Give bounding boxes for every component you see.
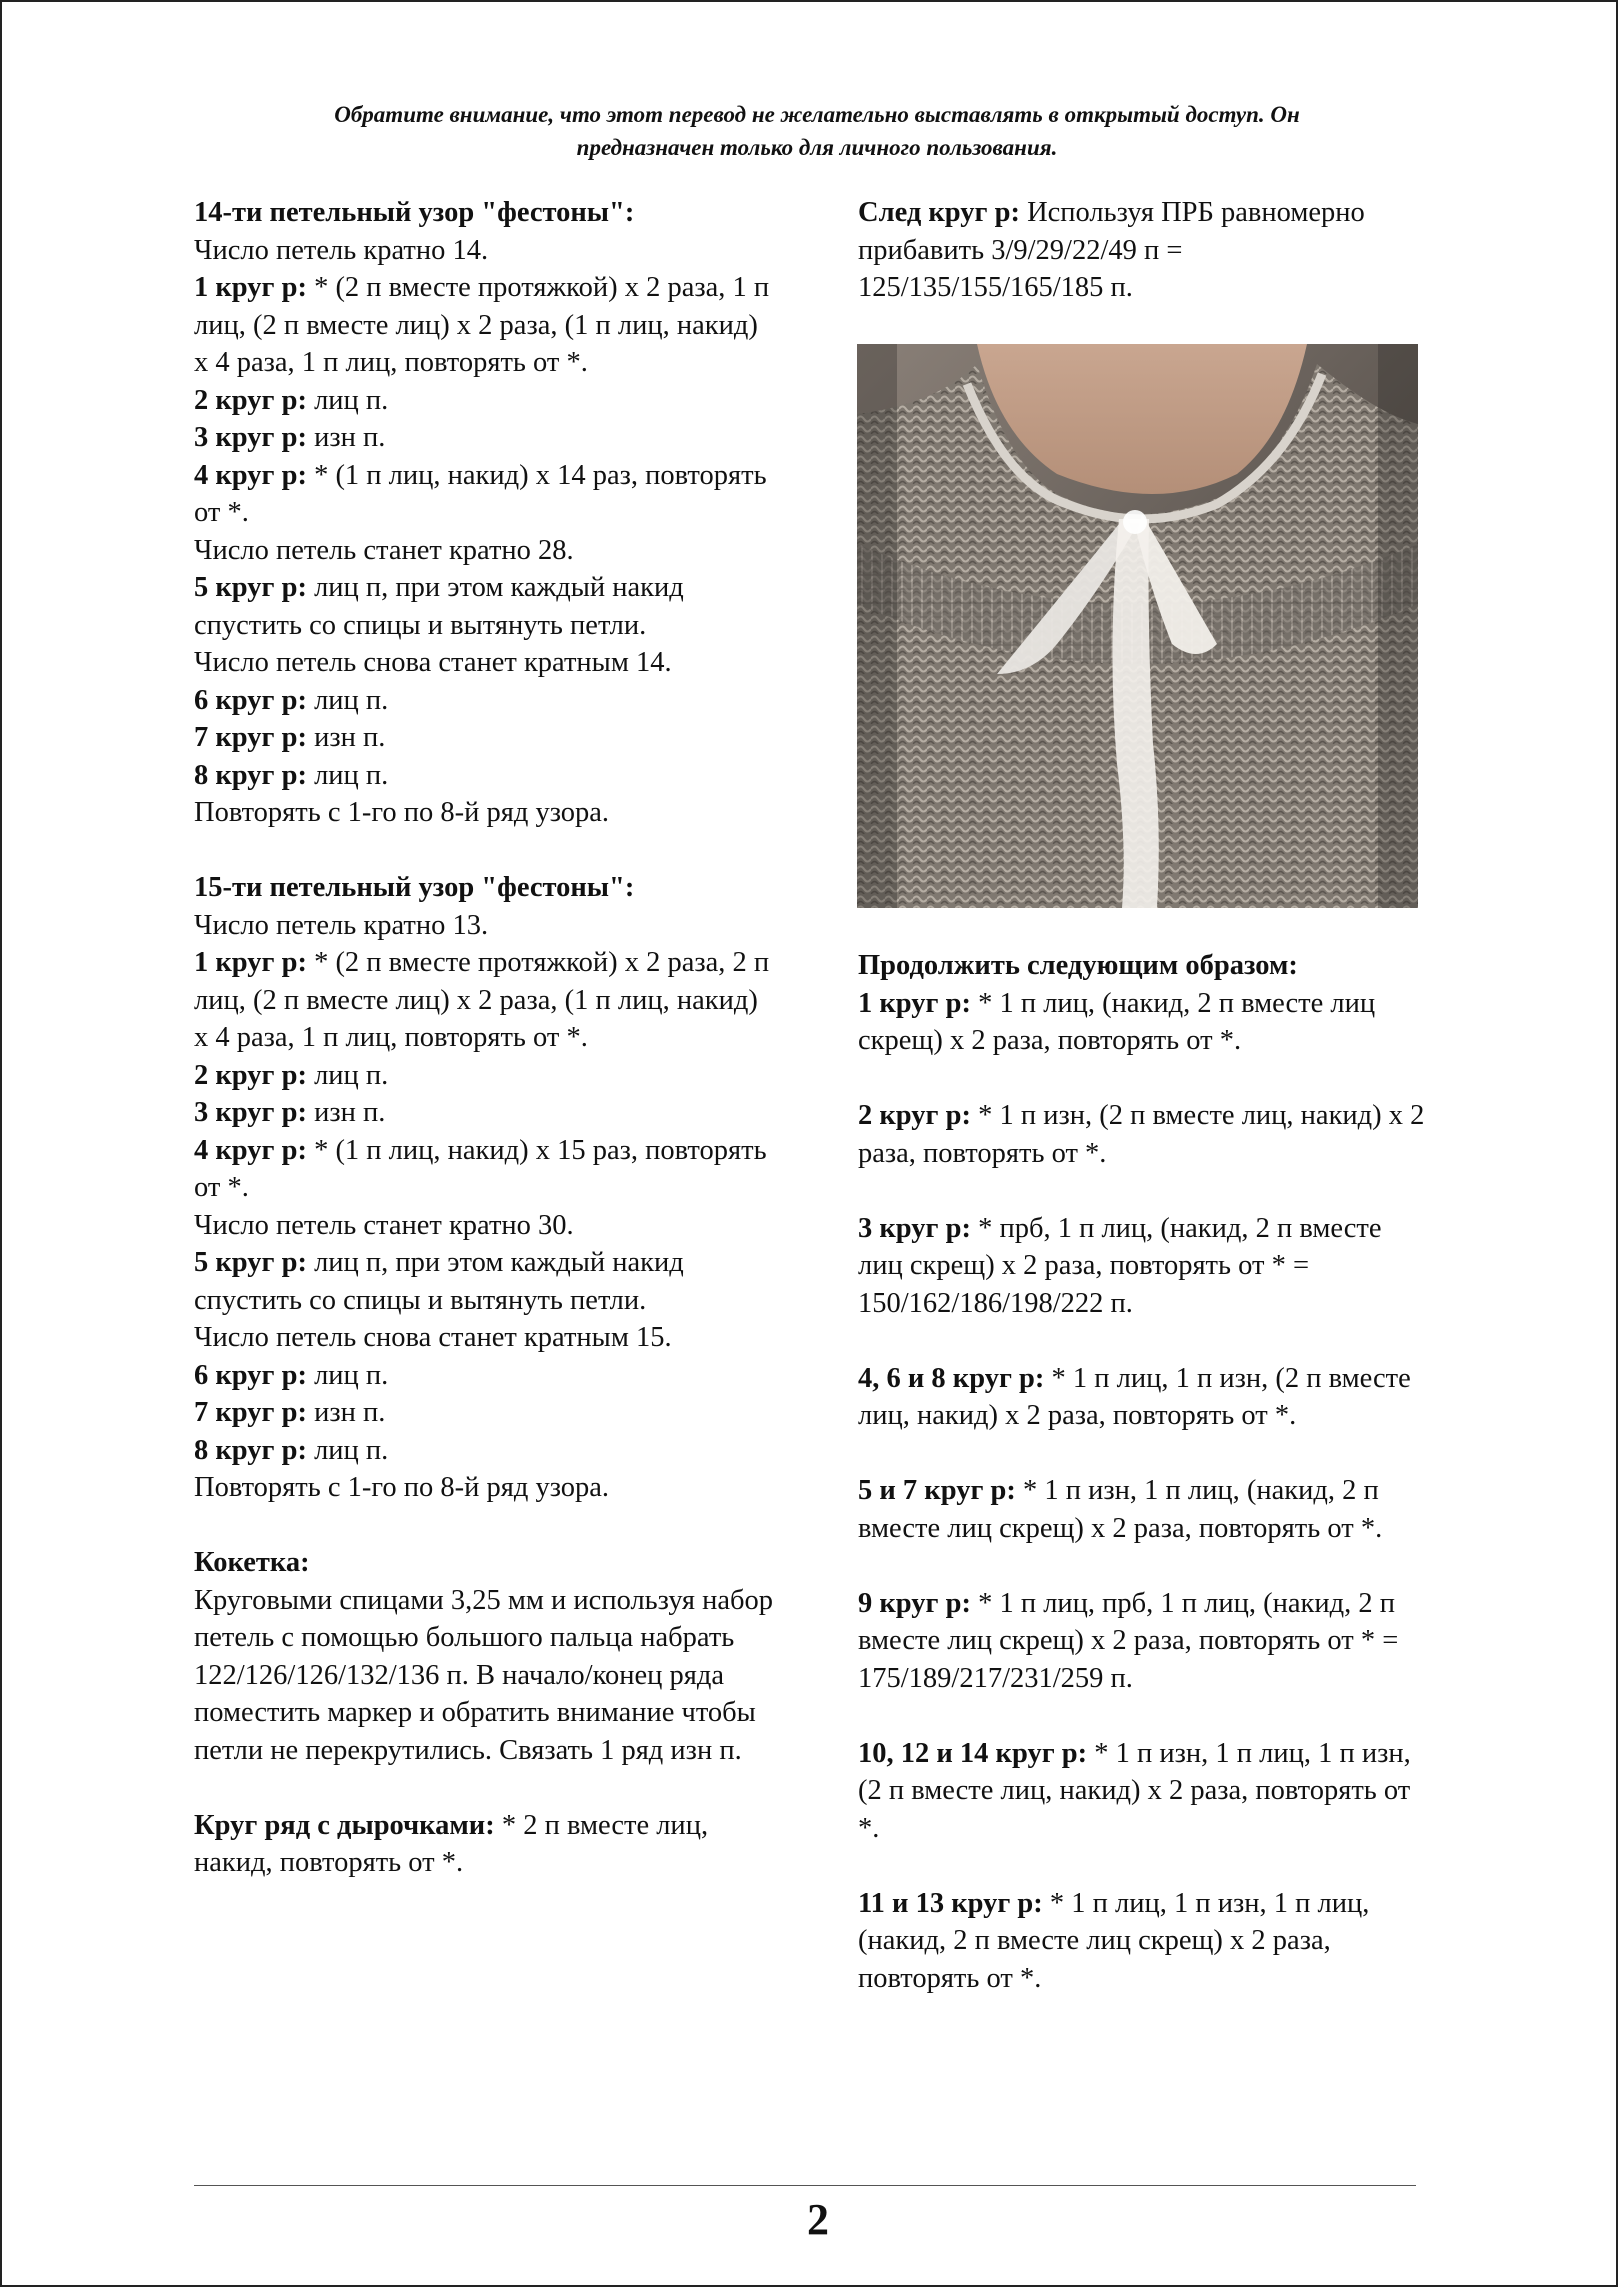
- row-instruction: 2 круг р: * 1 п изн, (2 п вместе лиц, накид) х 2 раза, повторять от *.: [858, 1100, 1425, 1169]
- right-column-instructions: [858, 947, 1428, 1997]
- section-title: 15-ти петельный узор "фестоны":: [194, 872, 635, 903]
- row-instruction: 5 круг р: лиц п, при этом каждый накид спустить со спицы и вытянуть петли.: [194, 1247, 684, 1316]
- row-instruction: 8 круг р: лиц п.: [194, 759, 389, 791]
- row-note: Число петель станет кратно 30.: [194, 1209, 574, 1241]
- row-instruction: 7 круг р: изн п.: [194, 722, 386, 753]
- row-instruction: 1 круг р: * 1 п лиц, (накид, 2 п вместе лиц скрещ) х 2 раза, повторять от *.: [858, 987, 1376, 1056]
- left-column: [194, 194, 774, 1882]
- row-instruction: 4 круг р: * (1 п лиц, накид) х 14 раз, повторять от *.: [194, 459, 767, 528]
- row-instruction: 4, 6 и 8 круг р: * 1 п лиц, 1 п изн, (2 п вместе лиц, накид) х 2 раза, повторять от *.: [858, 1362, 1411, 1431]
- notice-line-2: предназначен только для личного пользования.: [576, 135, 1058, 160]
- notice-line-1: Обратите внимание, что этот перевод не желательно выставлять в открытый доступ. Он: [334, 102, 1300, 127]
- row-instruction: 1 круг р: * (2 п вместе протяжкой) х 2 раза, 2 п лиц, (2 п вместе лиц) х 2 раза, (1 п лиц, накид) х 4 раза, 1 п лиц, повторять от *.: [194, 947, 770, 1053]
- row-instruction: 1 круг р: * (2 п вместе протяжкой) х 2 раза, 1 п лиц, (2 п вместе лиц) х 2 раза, (1 п лиц, накид) х 4 раза, 1 п лиц, повторять от *.: [194, 272, 770, 378]
- repeat-note: Повторять с 1-го по 8-й ряд узора.: [194, 797, 610, 828]
- section-title: Продолжить следующим образом:: [858, 950, 1298, 981]
- stitch-multiple: Число петель кратно 14.: [194, 234, 489, 266]
- row-instruction: 6 круг р: лиц п.: [194, 1359, 389, 1391]
- row-instruction: 3 круг р: изн п.: [194, 1097, 386, 1128]
- row-instruction: 6 круг р: лиц п.: [194, 684, 389, 716]
- row-instruction: 4 круг р: * (1 п лиц, накид) х 15 раз, повторять от *.: [194, 1134, 767, 1203]
- section-title: 14-ти петельный узор "фестоны":: [194, 197, 635, 228]
- row-instruction: 7 круг р: изн п.: [194, 1397, 386, 1428]
- pattern-15-section: [194, 869, 774, 1507]
- row-instruction: 9 круг р: * 1 п лиц, прб, 1 п лиц, (накид, 2 п вместе лиц скрещ) х 2 раза, повторять от * = 175/189/217/231/259 п.: [858, 1587, 1399, 1694]
- row-instruction: 2 круг р: лиц п.: [194, 1059, 389, 1091]
- footer-divider: [194, 2185, 1416, 2186]
- row-instruction: След круг р: Используя ПРБ равномерно прибавить 3/9/29/22/49 п = 125/135/155/165/185 п.: [858, 197, 1365, 303]
- right-column-top: [858, 194, 1428, 307]
- row-instruction: 11 и 13 круг р: * 1 п лиц, 1 п изн, 1 п лиц, (накид, 2 п вместе лиц скрещ) х 2 раза, повторять от *.: [858, 1887, 1370, 1994]
- stitch-multiple: Число петель кратно 13.: [194, 909, 489, 941]
- repeat-note: Повторять с 1-го по 8-й ряд узора.: [194, 1472, 610, 1503]
- eyelet-round-section: Круг ряд с дырочками: * 2 п вместе лиц, накид, повторять от *.: [194, 1809, 709, 1878]
- row-instruction: 3 круг р: * прб, 1 п лиц, (накид, 2 п вместе лиц скрещ) х 2 раза, повторять от * = 150/162/186/198/222 п.: [858, 1212, 1382, 1319]
- row-note: Число петель станет кратно 28.: [194, 534, 574, 566]
- row-instruction: 8 круг р: лиц п.: [194, 1434, 389, 1466]
- section-title: Кокетка:: [194, 1547, 310, 1578]
- row-instruction: 3 круг р: изн п.: [194, 422, 386, 453]
- row-instruction: 2 круг р: лиц п.: [194, 384, 389, 416]
- knitted-top-back-photo: [857, 344, 1418, 908]
- row-note: Число петель снова станет кратным 15.: [194, 1322, 672, 1353]
- yoke-text: Круговыми спицами 3,25 мм и используя набор петель с помощью большого пальца набрать 122/126/126/132/136 п. В начало/конец ряда поместить маркер и обратить внимание чтобы петли не перекрутились. Связать 1 ряд изн п.: [194, 1584, 774, 1766]
- row-instruction: 10, 12 и 14 круг р: * 1 п изн, 1 п лиц, 1 п изн, (2 п вместе лиц, накид) х 2 раза, повторять от *.: [858, 1737, 1411, 1844]
- pattern-14-section: [194, 194, 774, 832]
- row-instruction: 5 и 7 круг р: * 1 п изн, 1 п лиц, (накид, 2 п вместе лиц скрещ) х 2 раза, повторять от *.: [858, 1475, 1383, 1544]
- yoke-section: [194, 1544, 774, 1769]
- row-instruction: 5 круг р: лиц п, при этом каждый накид спустить со спицы и вытянуть петли.: [194, 572, 684, 641]
- copyright-notice: [152, 98, 1482, 164]
- row-note: Число петель снова станет кратным 14.: [194, 647, 672, 678]
- page-number: 2: [807, 2195, 829, 2244]
